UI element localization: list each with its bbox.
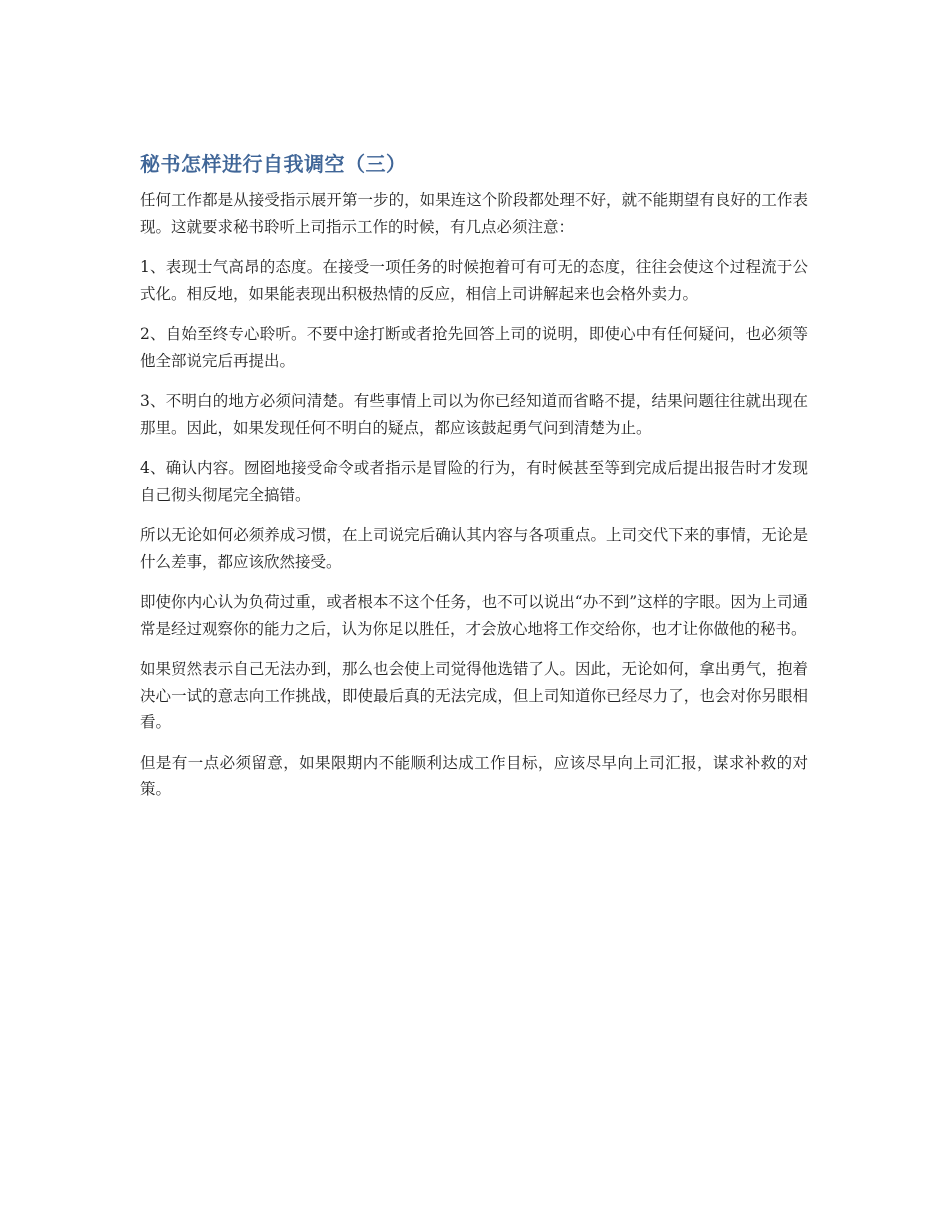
intro-paragraph: 任何工作都是从接受指示展开第一步的，如果连这个阶段都处理不好，就不能期望有良好的工作表现。这就要求秘书聆听上司指示工作的时候，有几点必须注意： (140, 191, 808, 236)
body-paragraph: 即使你内心认为负荷过重，或者根本不这个任务，也不可以说出“办不到”这样的字眼。因为上司通常是经过观察你的能力之后，认为你足以胜任，才会放心地将工作交给你，也才让你做他的秘书。 (140, 593, 808, 638)
point-1-paragraph: 1、表现士气高昂的态度。在接受一项任务的时候抱着可有可无的态度，往往会使这个过程流于公式化。相反地，如果能表现出积极热情的反应，相信上司讲解起来也会格外卖力。 (140, 258, 808, 303)
page-title: 秘书怎样进行自我调空（三） (140, 152, 407, 176)
body-paragraph: 所以无论如何必须养成习惯，在上司说完后确认其内容与各项重点。上司交代下来的事情，无论是什么差事，都应该欣然接受。 (140, 526, 808, 571)
document-body (140, 147, 808, 817)
point-4-paragraph: 4、确认内容。囫囵地接受命令或者指示是冒险的行为，有时候甚至等到完成后提出报告时才发现自己彻头彻尾完全搞错。 (140, 459, 808, 504)
point-3-paragraph: 3、不明白的地方必须问清楚。有些事情上司以为你已经知道而省略不提，结果问题往往就出现在那里。因此，如果发现任何不明白的疑点，都应该鼓起勇气问到清楚为止。 (140, 392, 808, 437)
point-2-paragraph: 2、自始至终专心聆听。不要中途打断或者抢先回答上司的说明，即使心中有任何疑问，也必须等他全部说完后再提出。 (140, 325, 808, 370)
closing-paragraph: 但是有一点必须留意，如果限期内不能顺利达成工作目标，应该尽早向上司汇报，谋求补救的对策。 (140, 753, 808, 798)
body-paragraph: 如果贸然表示自己无法办到，那么也会使上司觉得他选错了人。因此，无论如何，拿出勇气，抱着决心一试的意志向工作挑战，即使最后真的无法完成，但上司知道你已经尽力了，也会对你另眼相看。 (140, 660, 808, 731)
